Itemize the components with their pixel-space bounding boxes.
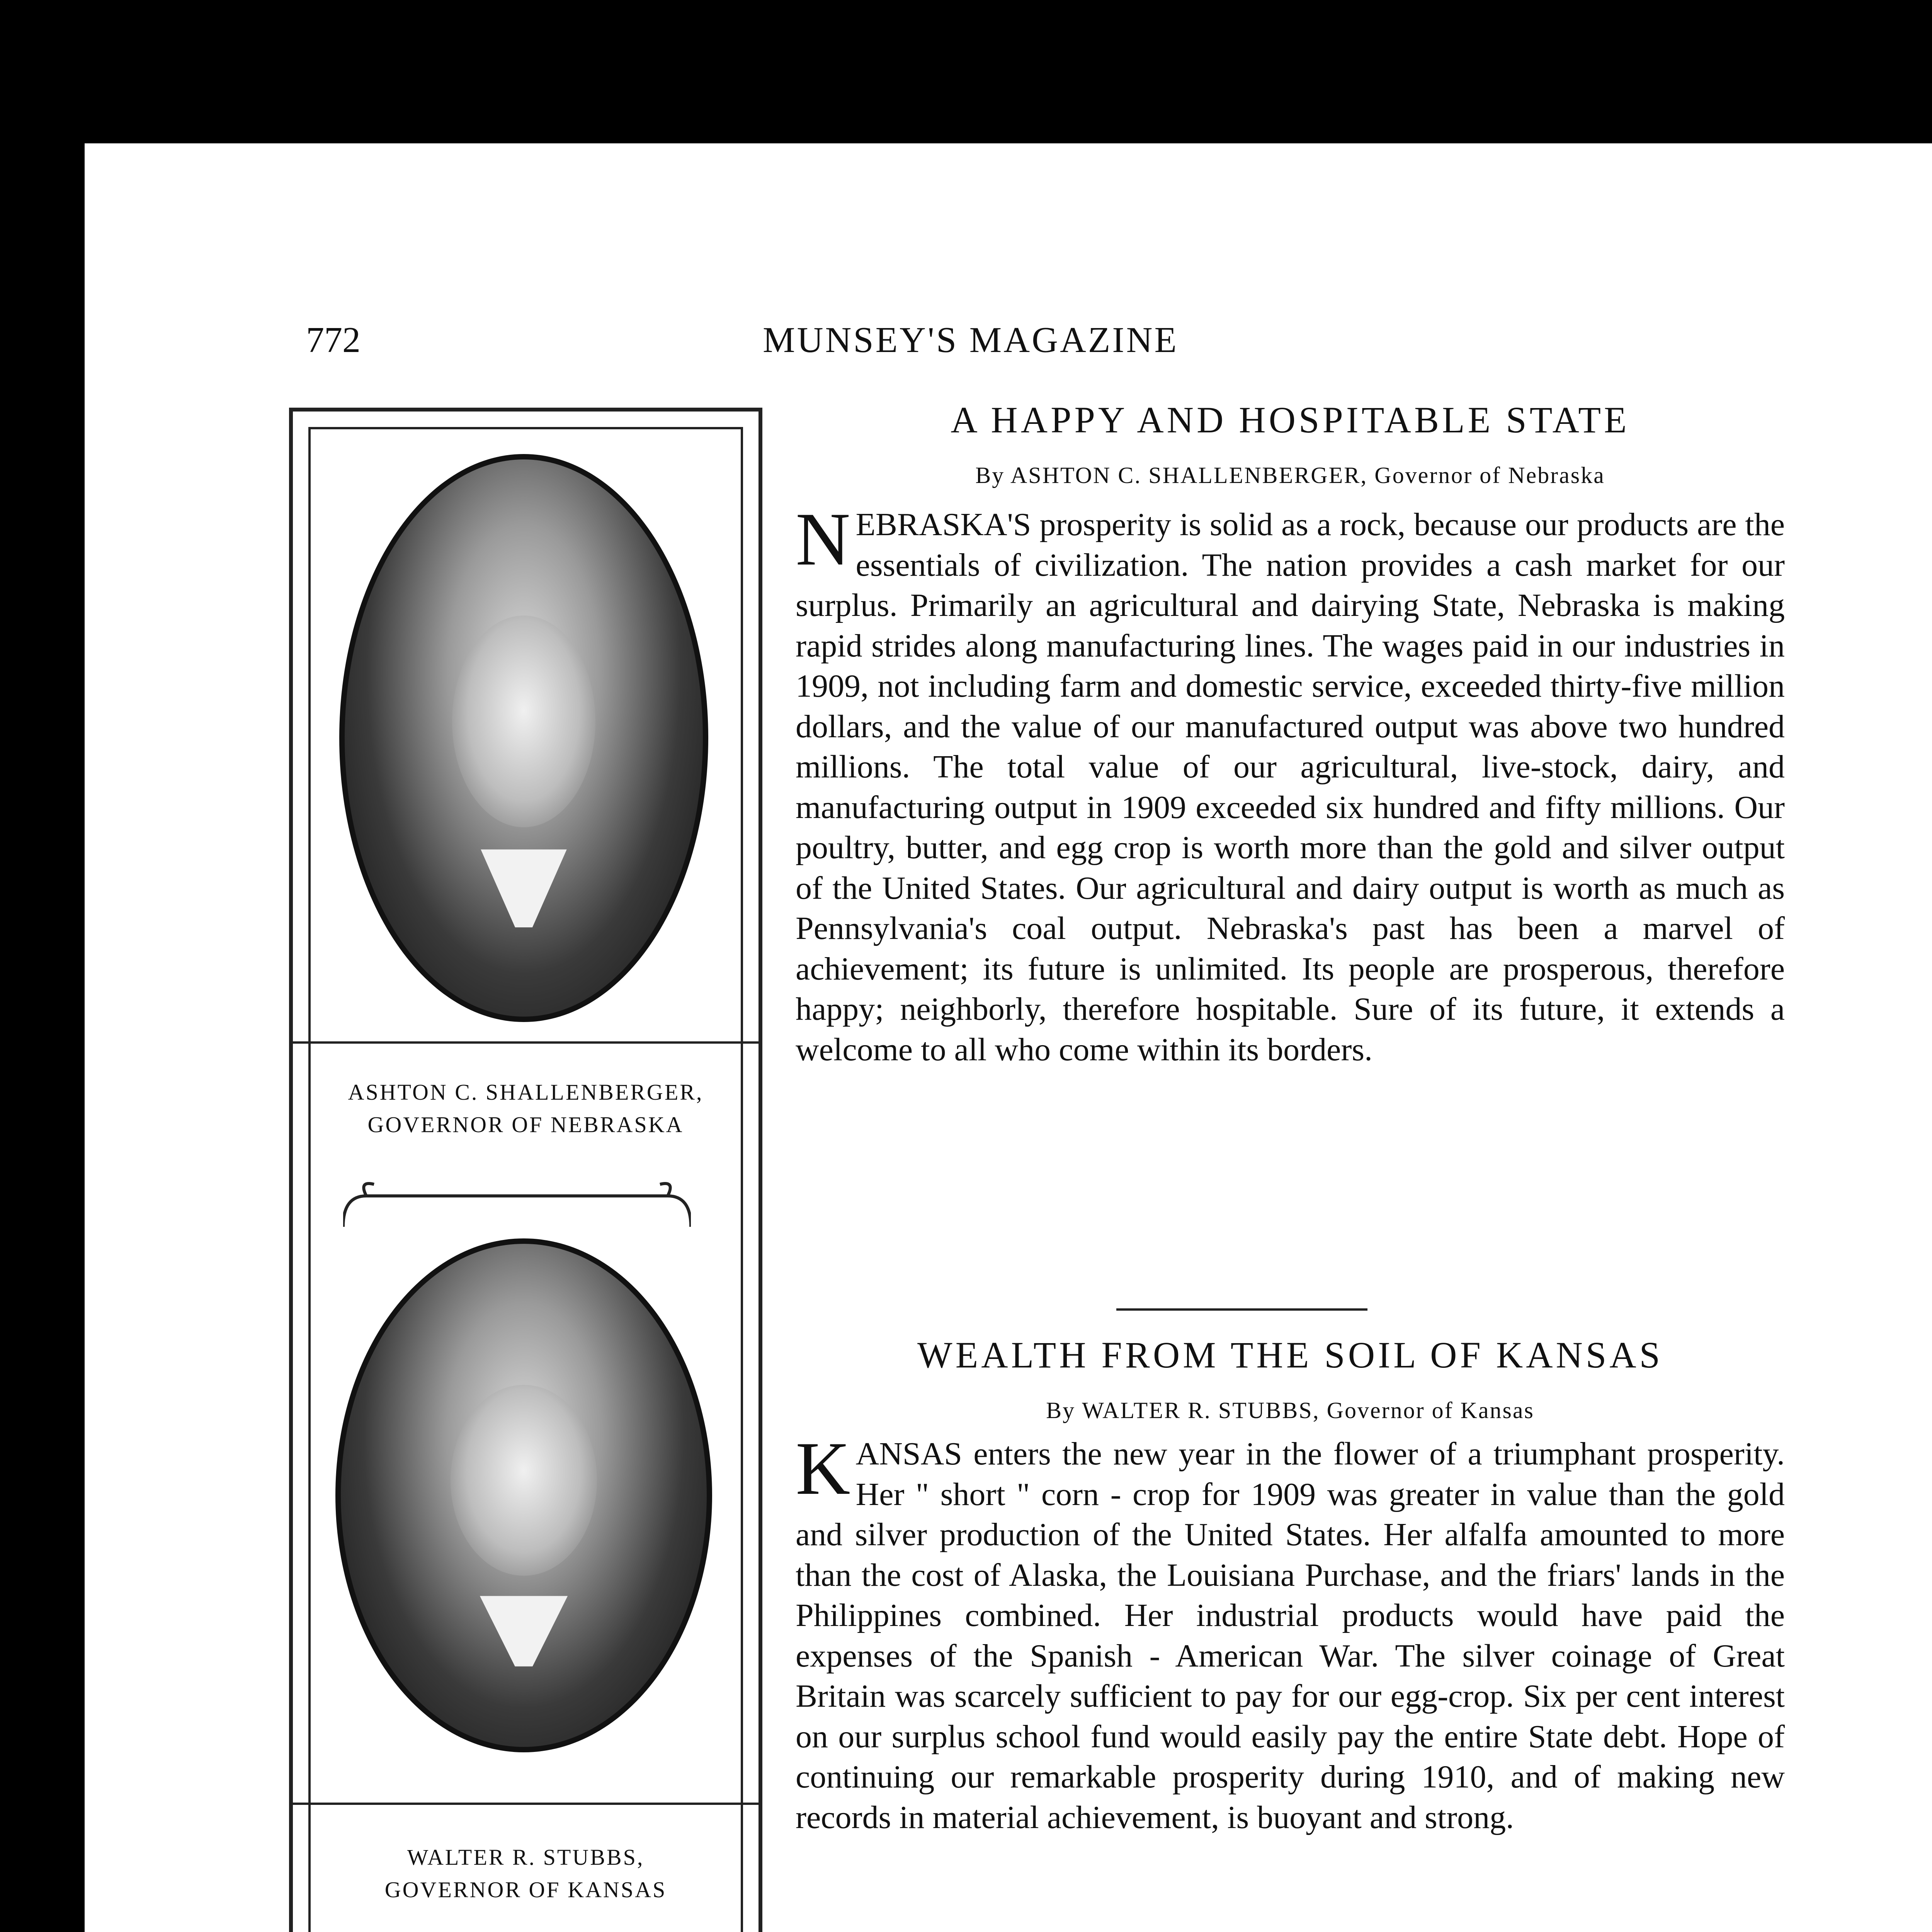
portrait-collar [481, 849, 566, 927]
article-body [796, 497, 1785, 1070]
portrait-frame [289, 408, 762, 1932]
page-number: 772 [306, 320, 361, 360]
article-text: EBRASKA'S prosperity is solid as a rock, because our products are the essentials of civilization. The nation provides a cash market for our surplus. Primarily an agricultural and dairying State, Nebraska is making rapid strides along manufacturing lines. The wages paid in our industries in 1909, not including farm and domestic service, exceeded thirty-five million dollars, and the value of our manufactured output was above two hundred millions. The total value of our agricultural, live-stock, dairy, and manufacturing output in 1909 exceeded six hundred and fifty millions. Our poultry, butter, and egg crop is worth more than the gold and silver output of the United States. Our agricultural and dairy output is worth as much as Pennsylvania's coal output. Nebraska's past has been a marvel of achievement; its future is unlimited. Its people are prosperous, therefore happy; neighborly, therefore hospitable. Sure of its future, it extends a welcome to all who come within its borders. [796, 507, 1785, 1068]
caption-line: GOVERNOR OF NEBRASKA [367, 1112, 684, 1137]
drop-cap: N [796, 497, 850, 581]
caption-divider [293, 1041, 759, 1044]
article-body [796, 1427, 1785, 1838]
magazine-page [85, 143, 1932, 1932]
article-text: ANSAS enters the new year in the flower of a triumphant prosperity. Her " short " corn - crop for 1909 was greater in value than the gold and silver production of the United States. Her alfalfa amounted to more than the cost of Alaska, the Louisiana Purchase, and the friars' lands in the Philippines combined. Her industrial products would have paid the expenses of the Spanish - American War. The silver coinage of Great Britain was scarcely sufficient to pay for our egg-crop. Six per cent interest on our surplus school fund would easily pay the entire State debt. Hope of continuing our remarkable prosperity during 1910, and of making new records in material achievement, is buoyant and strong. [796, 1436, 1785, 1835]
caption-line: GOVERNOR OF KANSAS [384, 1877, 667, 1902]
article-byline: By WALTER R. STUBBS, Governor of Kansas [1046, 1398, 1534, 1423]
caption-line: WALTER R. STUBBS, [407, 1845, 645, 1870]
portrait-collar [480, 1596, 568, 1666]
caption-line: ASHTON C. SHALLENBERGER, [348, 1080, 704, 1105]
portrait-shallenberger [339, 454, 708, 1022]
running-head: MUNSEY'S MAGAZINE [763, 320, 1179, 360]
article-byline: By ASHTON C. SHALLENBERGER, Governor of Nebraska [975, 463, 1605, 488]
portrait-face [452, 616, 595, 827]
article-title: A HAPPY AND HOSPITABLE STATE [951, 399, 1630, 440]
drop-cap: K [796, 1427, 850, 1510]
caption-divider [293, 1803, 759, 1805]
article-title: WEALTH FROM THE SOIL OF KANSAS [917, 1334, 1663, 1376]
section-rule [1116, 1308, 1367, 1311]
portrait-stubbs [335, 1238, 712, 1752]
portrait-face [451, 1385, 597, 1576]
scroll-ornament [343, 1180, 691, 1231]
